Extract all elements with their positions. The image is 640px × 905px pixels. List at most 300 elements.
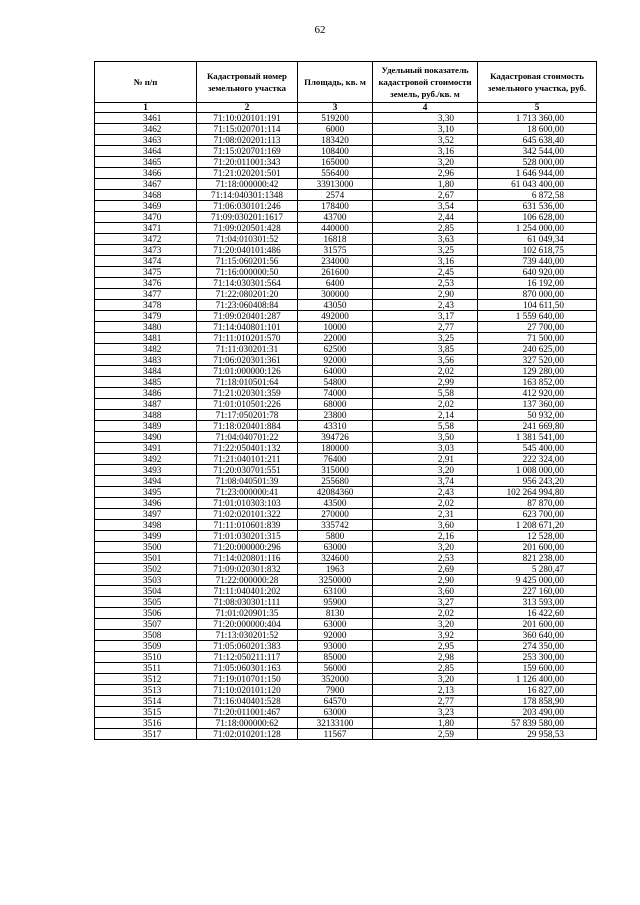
table-row <box>95 377 597 388</box>
specific-value: 2,53 <box>373 553 478 564</box>
area-value: 178400 <box>298 201 373 212</box>
cadastral-value: 821 238,00 <box>478 553 597 564</box>
column-number: 4 <box>373 103 478 113</box>
specific-value: 2,13 <box>373 685 478 696</box>
row-number: 3490 <box>95 432 197 443</box>
table-row <box>95 608 597 619</box>
specific-value: 2,90 <box>373 575 478 586</box>
table-row <box>95 311 597 322</box>
table-row <box>95 366 597 377</box>
cadastral-number: 71:15:020701:169 <box>197 146 298 157</box>
cadastral-value: 71 500,00 <box>478 333 597 344</box>
row-number: 3479 <box>95 311 197 322</box>
cadastral-value: 137 360,00 <box>478 399 597 410</box>
row-number: 3499 <box>95 531 197 542</box>
header-cadastral-value: Кадастровая стоимость земельного участка, руб. <box>478 62 597 103</box>
row-number: 3513 <box>95 685 197 696</box>
row-number: 3495 <box>95 487 197 498</box>
table-row <box>95 652 597 663</box>
specific-value: 3,92 <box>373 630 478 641</box>
area-value: 352000 <box>298 674 373 685</box>
specific-value: 2,59 <box>373 729 478 740</box>
table-row <box>95 531 597 542</box>
cadastral-number: 71:09:020501:428 <box>197 223 298 234</box>
specific-value: 2,02 <box>373 608 478 619</box>
cadastral-number: 71:01:030201:315 <box>197 531 298 542</box>
table-row <box>95 410 597 421</box>
cadastral-value: 274 350,00 <box>478 641 597 652</box>
cadastral-value: 1 208 671,20 <box>478 520 597 531</box>
cadastral-number: 71:15:020701:114 <box>197 124 298 135</box>
row-number: 3483 <box>95 355 197 366</box>
cadastral-value: 61 043 400,00 <box>478 179 597 190</box>
cadastral-value: 12 528,00 <box>478 531 597 542</box>
area-value: 85000 <box>298 652 373 663</box>
area-value: 556400 <box>298 168 373 179</box>
row-number: 3461 <box>95 113 197 124</box>
area-value: 5800 <box>298 531 373 542</box>
specific-value: 5,58 <box>373 421 478 432</box>
table-row <box>95 718 597 729</box>
specific-value: 3,25 <box>373 245 478 256</box>
table-row <box>95 245 597 256</box>
cadastral-number: 71:05:060301:163 <box>197 663 298 674</box>
cadastral-number: 71:02:010201:128 <box>197 729 298 740</box>
row-number: 3477 <box>95 289 197 300</box>
row-number: 3489 <box>95 421 197 432</box>
land-cadastral-table <box>94 61 597 740</box>
cadastral-value: 1 713 360,00 <box>478 113 597 124</box>
area-value: 234000 <box>298 256 373 267</box>
table-row <box>95 146 597 157</box>
row-number: 3501 <box>95 553 197 564</box>
specific-value: 1,80 <box>373 179 478 190</box>
cadastral-number: 71:18:020401:884 <box>197 421 298 432</box>
specific-value: 2,99 <box>373 377 478 388</box>
area-value: 93000 <box>298 641 373 652</box>
row-number: 3465 <box>95 157 197 168</box>
area-value: 270000 <box>298 509 373 520</box>
row-number: 3514 <box>95 696 197 707</box>
cadastral-number: 71:01:010501:226 <box>197 399 298 410</box>
cadastral-number: 71:11:010201:570 <box>197 333 298 344</box>
cadastral-value: 203 490,00 <box>478 707 597 718</box>
area-value: 31575 <box>298 245 373 256</box>
row-number: 3506 <box>95 608 197 619</box>
row-number: 3516 <box>95 718 197 729</box>
column-number: 1 <box>95 103 197 113</box>
cadastral-number: 71:09:020401:287 <box>197 311 298 322</box>
row-number: 3507 <box>95 619 197 630</box>
area-value: 16818 <box>298 234 373 245</box>
column-number: 2 <box>197 103 298 113</box>
table-row <box>95 300 597 311</box>
table-row <box>95 641 597 652</box>
specific-value: 2,85 <box>373 663 478 674</box>
cadastral-value: 6 872,58 <box>478 190 597 201</box>
table-row <box>95 344 597 355</box>
cadastral-value: 1 254 000,00 <box>478 223 597 234</box>
area-value: 74000 <box>298 388 373 399</box>
table-row <box>95 223 597 234</box>
cadastral-value: 1 646 944,00 <box>478 168 597 179</box>
area-value: 1963 <box>298 564 373 575</box>
cadastral-number: 71:20:011001:343 <box>197 157 298 168</box>
cadastral-value: 104 611,50 <box>478 300 597 311</box>
area-value: 63100 <box>298 586 373 597</box>
table-row <box>95 278 597 289</box>
cadastral-number: 71:12:050211:117 <box>197 652 298 663</box>
table-row <box>95 454 597 465</box>
area-value: 6000 <box>298 124 373 135</box>
specific-value: 2,53 <box>373 278 478 289</box>
row-number: 3468 <box>95 190 197 201</box>
area-value: 42084360 <box>298 487 373 498</box>
cadastral-number: 71:11:030201:31 <box>197 344 298 355</box>
specific-value: 3,25 <box>373 333 478 344</box>
header-number: № п/п <box>95 62 197 103</box>
table-row <box>95 509 597 520</box>
row-number: 3515 <box>95 707 197 718</box>
area-value: 492000 <box>298 311 373 322</box>
row-number: 3496 <box>95 498 197 509</box>
row-number: 3494 <box>95 476 197 487</box>
row-number: 3517 <box>95 729 197 740</box>
cadastral-number: 71:01:000000:126 <box>197 366 298 377</box>
cadastral-value: 9 425 000,00 <box>478 575 597 586</box>
specific-value: 3,20 <box>373 619 478 630</box>
table-row <box>95 432 597 443</box>
area-value: 315000 <box>298 465 373 476</box>
table-row <box>95 707 597 718</box>
table-row <box>95 333 597 344</box>
specific-value: 2,45 <box>373 267 478 278</box>
area-value: 63000 <box>298 542 373 553</box>
table-row <box>95 289 597 300</box>
area-value: 43500 <box>298 498 373 509</box>
specific-value: 3,17 <box>373 311 478 322</box>
cadastral-value: 61 049,34 <box>478 234 597 245</box>
cadastral-number: 71:14:040301:1348 <box>197 190 298 201</box>
specific-value: 2,43 <box>373 487 478 498</box>
area-value: 92000 <box>298 355 373 366</box>
cadastral-value: 528 000,00 <box>478 157 597 168</box>
area-value: 23800 <box>298 410 373 421</box>
specific-value: 3,20 <box>373 674 478 685</box>
table-row <box>95 443 597 454</box>
cadastral-number: 71:21:040101:211 <box>197 454 298 465</box>
row-number: 3462 <box>95 124 197 135</box>
row-number: 3503 <box>95 575 197 586</box>
specific-value: 2,69 <box>373 564 478 575</box>
cadastral-value: 1 008 000,00 <box>478 465 597 476</box>
page-number: 62 <box>314 24 326 36</box>
area-value: 68000 <box>298 399 373 410</box>
cadastral-value: 57 839 580,00 <box>478 718 597 729</box>
row-number: 3492 <box>95 454 197 465</box>
specific-value: 3,03 <box>373 443 478 454</box>
row-number: 3504 <box>95 586 197 597</box>
table-row <box>95 421 597 432</box>
cadastral-value: 956 243,20 <box>478 476 597 487</box>
table-row <box>95 685 597 696</box>
area-value: 64570 <box>298 696 373 707</box>
cadastral-value: 253 300,00 <box>478 652 597 663</box>
specific-value: 2,77 <box>373 322 478 333</box>
area-value: 324600 <box>298 553 373 564</box>
cadastral-number: 71:16:000000:50 <box>197 267 298 278</box>
cadastral-number: 71:06:020301:361 <box>197 355 298 366</box>
area-value: 54800 <box>298 377 373 388</box>
specific-value: 3,74 <box>373 476 478 487</box>
cadastral-value: 1 559 640,00 <box>478 311 597 322</box>
table-row <box>95 256 597 267</box>
row-number: 3469 <box>95 201 197 212</box>
specific-value: 3,10 <box>373 124 478 135</box>
area-value: 64000 <box>298 366 373 377</box>
cadastral-number: 71:16:040401:528 <box>197 696 298 707</box>
row-number: 3471 <box>95 223 197 234</box>
cadastral-value: 327 520,00 <box>478 355 597 366</box>
specific-value: 2,44 <box>373 212 478 223</box>
area-value: 62500 <box>298 344 373 355</box>
cadastral-value: 18 600,00 <box>478 124 597 135</box>
row-number: 3509 <box>95 641 197 652</box>
area-value: 76400 <box>298 454 373 465</box>
cadastral-value: 739 440,00 <box>478 256 597 267</box>
area-value: 43310 <box>298 421 373 432</box>
specific-value: 2,91 <box>373 454 478 465</box>
specific-value: 2,02 <box>373 498 478 509</box>
cadastral-value: 50 932,00 <box>478 410 597 421</box>
table-row <box>95 597 597 608</box>
cadastral-number: 71:10:020101:191 <box>197 113 298 124</box>
specific-value: 2,02 <box>373 399 478 410</box>
specific-value: 3,60 <box>373 520 478 531</box>
header-row <box>95 62 597 103</box>
specific-value: 2,96 <box>373 168 478 179</box>
header-area: Площадь, кв. м <box>298 62 373 103</box>
table-row <box>95 322 597 333</box>
area-value: 180000 <box>298 443 373 454</box>
specific-value: 2,31 <box>373 509 478 520</box>
cadastral-number: 71:20:040101:486 <box>197 245 298 256</box>
cadastral-value: 1 381 541,00 <box>478 432 597 443</box>
cadastral-number: 71:05:060201:383 <box>197 641 298 652</box>
cadastral-value: 16 422,60 <box>478 608 597 619</box>
table-row <box>95 355 597 366</box>
area-value: 3250000 <box>298 575 373 586</box>
cadastral-number: 71:20:011001:467 <box>197 707 298 718</box>
cadastral-number: 71:18:000000:62 <box>197 718 298 729</box>
table-row <box>95 465 597 476</box>
cadastral-number: 71:08:020201:113 <box>197 135 298 146</box>
specific-value: 3,50 <box>373 432 478 443</box>
table-row <box>95 619 597 630</box>
area-value: 300000 <box>298 289 373 300</box>
row-number: 3472 <box>95 234 197 245</box>
cadastral-value: 623 700,00 <box>478 509 597 520</box>
specific-value: 2,90 <box>373 289 478 300</box>
cadastral-value: 1 126 400,00 <box>478 674 597 685</box>
cadastral-number: 71:15:060201:56 <box>197 256 298 267</box>
area-value: 11567 <box>298 729 373 740</box>
table-row <box>95 157 597 168</box>
specific-value: 2,43 <box>373 300 478 311</box>
table-row <box>95 113 597 124</box>
area-value: 92000 <box>298 630 373 641</box>
cadastral-value: 87 870,00 <box>478 498 597 509</box>
cadastral-value: 159 600,00 <box>478 663 597 674</box>
cadastral-number: 71:06:030101:246 <box>197 201 298 212</box>
cadastral-value: 241 669,80 <box>478 421 597 432</box>
header-specific-value: Удельный показатель кадастровой стоимости земель, руб./кв. м <box>373 62 478 103</box>
area-value: 108400 <box>298 146 373 157</box>
cadastral-number: 71:13:030201:52 <box>197 630 298 641</box>
table-row <box>95 674 597 685</box>
cadastral-number: 71:01:020901:35 <box>197 608 298 619</box>
cadastral-number: 71:02:020101:322 <box>197 509 298 520</box>
table-row <box>95 168 597 179</box>
specific-value: 3,30 <box>373 113 478 124</box>
specific-value: 3,27 <box>373 597 478 608</box>
area-value: 440000 <box>298 223 373 234</box>
cadastral-number: 71:22:080201:20 <box>197 289 298 300</box>
cadastral-value: 360 640,00 <box>478 630 597 641</box>
table-row <box>95 729 597 740</box>
cadastral-value: 631 536,00 <box>478 201 597 212</box>
area-value: 95900 <box>298 597 373 608</box>
table-row <box>95 190 597 201</box>
cadastral-number: 71:20:000000:404 <box>197 619 298 630</box>
area-value: 7900 <box>298 685 373 696</box>
cadastral-number: 71:18:000000:42 <box>197 179 298 190</box>
row-number: 3470 <box>95 212 197 223</box>
cadastral-value: 201 600,00 <box>478 542 597 553</box>
cadastral-number: 71:22:050401:132 <box>197 443 298 454</box>
cadastral-value: 16 192,00 <box>478 278 597 289</box>
table-row <box>95 564 597 575</box>
specific-value: 3,56 <box>373 355 478 366</box>
cadastral-number: 71:14:020801:116 <box>197 553 298 564</box>
table-row <box>95 399 597 410</box>
column-number: 5 <box>478 103 597 113</box>
row-number: 3505 <box>95 597 197 608</box>
cadastral-value: 27 700,00 <box>478 322 597 333</box>
row-number: 3463 <box>95 135 197 146</box>
area-value: 43050 <box>298 300 373 311</box>
specific-value: 2,95 <box>373 641 478 652</box>
row-number: 3476 <box>95 278 197 289</box>
row-number: 3481 <box>95 333 197 344</box>
row-number: 3486 <box>95 388 197 399</box>
table-row <box>95 179 597 190</box>
column-number-row <box>95 103 597 113</box>
table-row <box>95 234 597 245</box>
table-body <box>95 103 597 740</box>
row-number: 3493 <box>95 465 197 476</box>
row-number: 3480 <box>95 322 197 333</box>
row-number: 3511 <box>95 663 197 674</box>
table-row <box>95 696 597 707</box>
row-number: 3491 <box>95 443 197 454</box>
area-value: 43700 <box>298 212 373 223</box>
row-number: 3502 <box>95 564 197 575</box>
cadastral-number: 71:09:030201:1617 <box>197 212 298 223</box>
row-number: 3473 <box>95 245 197 256</box>
table-row <box>95 487 597 498</box>
row-number: 3512 <box>95 674 197 685</box>
cadastral-value: 313 593,00 <box>478 597 597 608</box>
row-number: 3484 <box>95 366 197 377</box>
cadastral-number: 71:21:020301:359 <box>197 388 298 399</box>
cadastral-value: 16 827,00 <box>478 685 597 696</box>
table-row <box>95 267 597 278</box>
specific-value: 2,85 <box>373 223 478 234</box>
table-row <box>95 520 597 531</box>
row-number: 3485 <box>95 377 197 388</box>
cadastral-number: 71:20:000000:296 <box>197 542 298 553</box>
row-number: 3482 <box>95 344 197 355</box>
table-row <box>95 575 597 586</box>
area-value: 8130 <box>298 608 373 619</box>
area-value: 2574 <box>298 190 373 201</box>
specific-value: 3,16 <box>373 256 478 267</box>
cadastral-number: 71:21:020201:501 <box>197 168 298 179</box>
cadastral-value: 545 400,00 <box>478 443 597 454</box>
specific-value: 2,77 <box>373 696 478 707</box>
specific-value: 3,20 <box>373 542 478 553</box>
specific-value: 3,60 <box>373 586 478 597</box>
header-cadastral-number: Кадастровый номер земельного участка <box>197 62 298 103</box>
table-row <box>95 498 597 509</box>
table-row <box>95 542 597 553</box>
area-value: 63000 <box>298 707 373 718</box>
area-value: 335742 <box>298 520 373 531</box>
cadastral-value: 870 000,00 <box>478 289 597 300</box>
row-number: 3464 <box>95 146 197 157</box>
cadastral-value: 227 160,00 <box>478 586 597 597</box>
cadastral-number: 71:22:000000:28 <box>197 575 298 586</box>
area-value: 255680 <box>298 476 373 487</box>
area-value: 22000 <box>298 333 373 344</box>
area-value: 6400 <box>298 278 373 289</box>
cadastral-number: 71:18:010501:64 <box>197 377 298 388</box>
cadastral-value: 5 280,47 <box>478 564 597 575</box>
cadastral-number: 71:23:000000:41 <box>197 487 298 498</box>
cadastral-value: 102 618,75 <box>478 245 597 256</box>
area-value: 394726 <box>298 432 373 443</box>
area-value: 32133100 <box>298 718 373 729</box>
row-number: 3487 <box>95 399 197 410</box>
specific-value: 2,02 <box>373 366 478 377</box>
row-number: 3488 <box>95 410 197 421</box>
specific-value: 3,52 <box>373 135 478 146</box>
cadastral-number: 71:14:040801:101 <box>197 322 298 333</box>
row-number: 3510 <box>95 652 197 663</box>
cadastral-number: 71:09:020301:832 <box>197 564 298 575</box>
specific-value: 3,85 <box>373 344 478 355</box>
table-row <box>95 201 597 212</box>
table-row <box>95 586 597 597</box>
row-number: 3467 <box>95 179 197 190</box>
cadastral-number: 71:10:020101:120 <box>197 685 298 696</box>
cadastral-value: 106 628,00 <box>478 212 597 223</box>
cadastral-value: 645 638,40 <box>478 135 597 146</box>
cadastral-number: 71:04:010301:52 <box>197 234 298 245</box>
table-row <box>95 135 597 146</box>
area-value: 183420 <box>298 135 373 146</box>
